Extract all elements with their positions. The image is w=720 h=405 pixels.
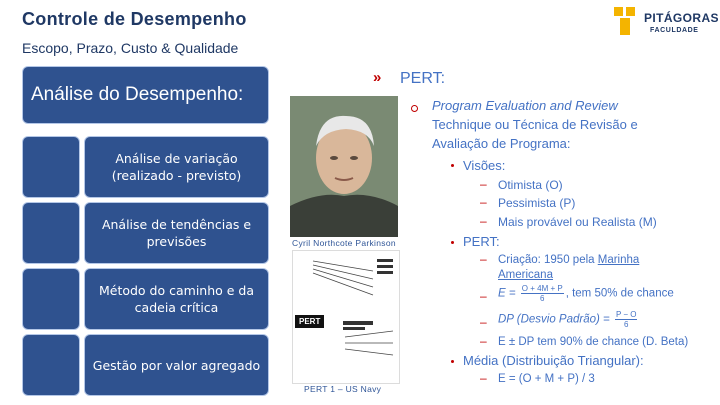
dp-formula-num: P − O — [615, 310, 637, 319]
dash-icon: – — [480, 195, 487, 209]
visao-pessimista: Pessimista (P) — [498, 196, 576, 210]
variance-analysis-box: Análise de variação (realizado - previsto) — [84, 136, 269, 198]
dp-formula-den: 6 — [623, 320, 629, 329]
pert-sub-label: PERT: — [463, 234, 500, 249]
portrait-illustration — [290, 96, 398, 237]
pitagoras-logo-icon — [612, 7, 638, 35]
americana-line — [498, 267, 553, 283]
dash-icon: – — [480, 289, 487, 303]
pert-document-image — [292, 250, 400, 384]
americana-link[interactable]: Americana — [498, 269, 553, 281]
dash-icon: – — [480, 334, 487, 348]
performance-analysis-box: Análise do Desempenho: — [22, 66, 269, 124]
e-formula-den: 6 — [540, 294, 545, 303]
pert-heading: PERT: — [400, 70, 446, 87]
circle-bullet-icon — [411, 105, 418, 112]
parkinson-photo — [290, 96, 398, 237]
e-formula-lhs: E = — [498, 287, 516, 300]
chevron-right-icon: » — [373, 69, 382, 86]
earned-value-box: Gestão por valor agregado — [84, 334, 269, 396]
bullet-dot-icon — [451, 164, 454, 167]
media-label: Média (Distribuição Triangular): — [463, 353, 644, 368]
dash-icon: – — [480, 252, 487, 266]
doc-caption: PERT 1 – US Navy — [304, 384, 382, 394]
e-formula-fraction — [521, 284, 564, 303]
item-marker-1 — [22, 136, 80, 198]
media-formula: E = (O + M + P) / 3 — [498, 373, 595, 385]
item-marker-3 — [22, 268, 80, 330]
item-marker-2 — [22, 202, 80, 264]
critical-path-box: Método do caminho e da cadeia crítica — [84, 268, 269, 330]
logo-sub: FACULDADE — [650, 27, 699, 34]
visoes-label: Visões: — [463, 158, 506, 173]
dash-icon: – — [480, 315, 487, 329]
logo-name: PITÁGORAS — [644, 11, 719, 25]
marinha-link[interactable]: Marinha — [597, 254, 640, 266]
pitagoras-logo — [612, 7, 719, 37]
criacao-line — [498, 252, 639, 268]
dp-formula-lhs: DP (Desvio Padrão) = — [498, 313, 610, 326]
definition-line-2: Technique ou Técnica de Revisão e — [432, 117, 638, 132]
e-formula-tail: , tem 50% de chance — [565, 287, 674, 300]
trend-analysis-box: Análise de tendências e previsões — [84, 202, 269, 264]
definition-line-1: Program Evaluation and Review — [432, 98, 618, 113]
pert-tag: PERT — [295, 315, 324, 328]
definition-line-3: Avaliação de Programa: — [432, 136, 571, 151]
visao-otimista: Otimista (O) — [498, 178, 563, 192]
dp-formula-fraction — [615, 310, 638, 329]
e-formula-num: O + 4M + P — [521, 284, 563, 293]
dash-icon: – — [480, 177, 487, 191]
slide-title: Controle de Desempenho — [22, 9, 247, 29]
dash-icon: – — [480, 214, 487, 228]
dash-icon: – — [480, 371, 487, 385]
beta-line: E ± DP tem 90% de chance (D. Beta) — [498, 336, 689, 348]
slide-subtitle: Escopo, Prazo, Custo & Qualidade — [22, 40, 239, 56]
bullet-dot-icon — [451, 241, 454, 244]
bullet-dot-icon — [451, 360, 454, 363]
dp-formula — [498, 310, 639, 329]
visao-realista: Mais provável ou Realista (M) — [498, 215, 657, 229]
e-formula — [498, 284, 674, 303]
item-marker-4 — [22, 334, 80, 396]
criacao-prefix: Criação: 1950 pela — [498, 254, 598, 266]
photo-caption: Cyril Northcote Parkinson — [292, 238, 396, 248]
